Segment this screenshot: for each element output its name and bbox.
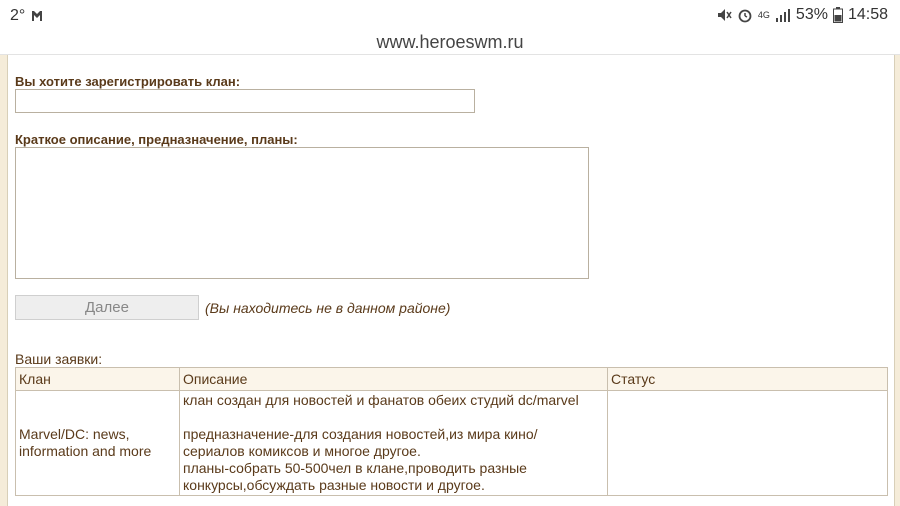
- page-content: [0, 55, 900, 506]
- battery-icon: [833, 7, 843, 23]
- status-cell: [608, 391, 888, 496]
- notification-icon: [31, 10, 43, 22]
- column-header-clan: Клан: [16, 368, 180, 391]
- clan-name-input[interactable]: [15, 89, 475, 113]
- column-header-status: Статус: [608, 368, 888, 391]
- table-row: [16, 391, 888, 496]
- url-text[interactable]: www.heroeswm.ru: [376, 32, 524, 52]
- url-bar[interactable]: [0, 32, 900, 55]
- status-right: [716, 6, 888, 24]
- description-line: сериалов комиксов и многое другое.: [183, 443, 421, 459]
- battery-percent: 53%: [795, 6, 828, 23]
- mute-icon: [716, 7, 732, 23]
- description-line: конкурсы,обсуждать разные новости и другое.: [183, 477, 485, 493]
- network-type: 4G: [757, 9, 770, 20]
- status-left: [10, 7, 43, 25]
- alarm-icon: [737, 7, 753, 23]
- description-blank-line: [183, 409, 604, 426]
- description-line: планы-собрать 50-500чел в клане,проводить разные: [183, 460, 527, 476]
- description-textarea[interactable]: [15, 147, 589, 279]
- description-line: предназначение-для создания новостей,из мира кино/: [183, 426, 538, 442]
- clan-registration-panel: [7, 55, 895, 506]
- temperature: 2°: [10, 7, 26, 24]
- clan-name-label: Вы хотите зарегистрировать клан:: [15, 74, 241, 89]
- table-header-row: [16, 368, 888, 391]
- description-label: Краткое описание, предназначение, планы:: [15, 132, 298, 147]
- clan-cell: Marvel/DC: news, information and more: [16, 391, 180, 496]
- description-line: клан создан для новостей и фанатов обеих студий dc/marvel: [183, 392, 579, 408]
- next-button[interactable]: Далее: [15, 295, 199, 320]
- applications-title: Ваши заявки:: [15, 351, 103, 367]
- column-header-description: Описание: [180, 368, 608, 391]
- location-note: (Вы находитесь не в данном районе): [205, 300, 451, 316]
- status-bar: [0, 0, 900, 32]
- applications-table: [15, 367, 888, 496]
- clock: 14:58: [847, 6, 888, 23]
- signal-icon: [775, 8, 791, 22]
- description-cell: [180, 391, 608, 496]
